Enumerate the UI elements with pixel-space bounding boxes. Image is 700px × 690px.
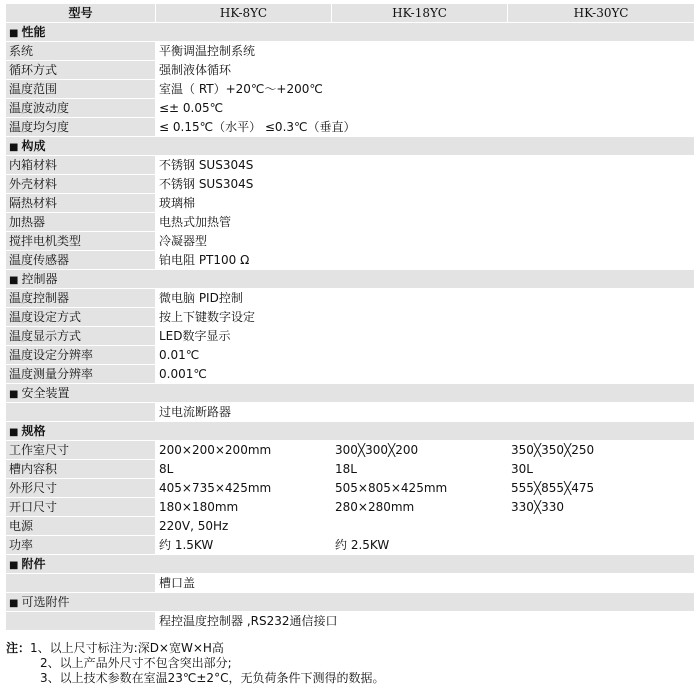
spec-label: 温度均匀度 [6, 118, 156, 136]
spec-row [6, 289, 694, 308]
spec-row [6, 156, 694, 175]
spec-value: 室温（ RT）+20℃～+200℃ [156, 80, 694, 98]
spec-label: 温度设定方式 [6, 308, 156, 326]
spec-label: 温度显示方式 [6, 327, 156, 345]
model-name-hk8yc: HK-8YC [156, 4, 332, 22]
spec-value-model-3: 30L [508, 460, 694, 478]
spec-label: 加热器 [6, 213, 156, 231]
spec-value: 0.01℃ [156, 346, 694, 364]
section-bullet-icon: ■ [9, 275, 19, 286]
section-header [6, 137, 694, 155]
spec-label: 温度波动度 [6, 99, 156, 117]
spec-value-model-3: 350╳350╳250 [508, 441, 694, 459]
spec-value-model-1: 405×735×425mm [156, 479, 332, 497]
section-header-row [6, 422, 694, 441]
spec-label: 循环方式 [6, 61, 156, 79]
spec-row [6, 213, 694, 232]
spec-label: 外形尺寸 [6, 479, 156, 497]
spec-value-model-1: 8L [156, 460, 332, 478]
spec-row [6, 460, 694, 479]
spec-value-model-3: 330╳330 [508, 498, 694, 516]
spec-value: 微电脑 PID控制 [156, 289, 694, 307]
spec-row [6, 232, 694, 251]
spec-row [6, 365, 694, 384]
section-header [6, 270, 694, 288]
footnote-2: 2、以上产品外尺寸不包含突出部分; [40, 656, 232, 670]
footnote-text: 1、以上尺寸标注为:深D×宽W×H高 [30, 641, 224, 655]
spec-row [6, 175, 694, 194]
model-name-hk30yc: HK-30YC [508, 4, 694, 22]
spec-label: 搅拌电机类型 [6, 232, 156, 250]
spec-row [6, 517, 694, 536]
spec-label: 内箱材料 [6, 156, 156, 174]
spec-value-model-3 [508, 536, 694, 554]
section-bullet-icon: ■ [9, 427, 19, 438]
section-title: 安全装置 [21, 386, 70, 400]
spec-row [6, 346, 694, 365]
spec-value-model-2: 300╳300╳200 [332, 441, 508, 459]
spec-row [6, 308, 694, 327]
section-title: 构成 [21, 139, 46, 153]
spec-row [6, 42, 694, 61]
section-header [6, 384, 694, 402]
section-title: 附件 [21, 557, 46, 571]
spec-row [6, 251, 694, 270]
section-title: 控制器 [21, 272, 58, 286]
spec-value-model-1: 约 1.5KW [156, 536, 332, 554]
spec-value: 220V, 50Hz [156, 517, 694, 535]
section-header [6, 23, 694, 41]
spec-value: 电热式加热管 [156, 213, 694, 231]
spec-label: 槽内容积 [6, 460, 156, 478]
spec-label: 外壳材料 [6, 175, 156, 193]
spec-value: 0.001℃ [156, 365, 694, 383]
footnote-1 [6, 641, 694, 656]
spec-value-model-2: 约 2.5KW [332, 536, 508, 554]
model-name-hk18yc: HK-18YC [332, 4, 508, 22]
spec-value: 不锈钢 SUS304S [156, 175, 694, 193]
section-header [6, 593, 694, 611]
spec-value: ≤ 0.15℃（水平） ≤0.3℃（垂直） [156, 118, 694, 136]
spec-row [6, 574, 694, 593]
section-title: 规格 [21, 424, 46, 438]
spec-value: 玻璃棉 [156, 194, 694, 212]
spec-value-model-1: 200×200×200mm [156, 441, 332, 459]
spec-row [6, 327, 694, 346]
spec-row [6, 612, 694, 631]
spec-label: 电源 [6, 517, 156, 535]
spec-row [6, 194, 694, 213]
spec-value: 按上下键数字设定 [156, 308, 694, 326]
section-bullet-icon: ■ [9, 142, 19, 153]
spec-value: 冷凝器型 [156, 232, 694, 250]
spec-label: 开口尺寸 [6, 498, 156, 516]
spec-label: 隔热材料 [6, 194, 156, 212]
spec-label: 工作室尺寸 [6, 441, 156, 459]
section-header-row [6, 23, 694, 42]
spec-value-model-2: 280×280mm [332, 498, 508, 516]
spec-row [6, 99, 694, 118]
spec-label: 系统 [6, 42, 156, 60]
section-header-row [6, 593, 694, 612]
spec-row [6, 498, 694, 517]
section-header [6, 422, 694, 440]
spec-value-model-2: 18L [332, 460, 508, 478]
spec-value: 过电流断路器 [156, 403, 694, 421]
spec-label: 温度控制器 [6, 289, 156, 307]
section-bullet-icon: ■ [9, 28, 19, 39]
spec-value: 强制液体循环 [156, 61, 694, 79]
spec-value-model-1: 180×180mm [156, 498, 332, 516]
spec-value: 平衡调温控制系统 [156, 42, 694, 60]
section-bullet-icon: ■ [9, 598, 19, 609]
spec-value: 程控温度控制器 ,RS232通信接口 [156, 612, 694, 630]
spec-label [6, 612, 156, 630]
spec-label [6, 403, 156, 421]
model-header-label: 型号 [6, 4, 156, 22]
table-header-row [6, 4, 694, 23]
spec-row [6, 61, 694, 80]
section-bullet-icon: ■ [9, 560, 19, 571]
spec-label: 温度范围 [6, 80, 156, 98]
footnote-3: 3、以上技术参数在室温23℃±2°C，无负荷条件下测得的数据。 [40, 671, 385, 685]
spec-value: ≤± 0.05℃ [156, 99, 694, 117]
spec-table [6, 4, 694, 631]
spec-sections [6, 23, 694, 631]
spec-row [6, 441, 694, 460]
section-title: 可选附件 [21, 595, 70, 609]
section-header [6, 555, 694, 573]
spec-label: 温度设定分辨率 [6, 346, 156, 364]
section-header-row [6, 555, 694, 574]
spec-value-model-3: 555╳855╳475 [508, 479, 694, 497]
section-title: 性能 [21, 25, 46, 39]
spec-label: 温度传感器 [6, 251, 156, 269]
section-bullet-icon: ■ [9, 389, 19, 400]
spec-row [6, 118, 694, 137]
footnote-lead: 注： [6, 641, 31, 655]
section-header-row [6, 384, 694, 403]
spec-row [6, 80, 694, 99]
spec-row [6, 536, 694, 555]
spec-value: LED数字显示 [156, 327, 694, 345]
footnotes [6, 641, 694, 686]
spec-row [6, 479, 694, 498]
spec-label: 功率 [6, 536, 156, 554]
spec-value: 铂电阻 PT100 Ω [156, 251, 694, 269]
spec-value: 槽口盖 [156, 574, 694, 592]
spec-label: 温度测量分辨率 [6, 365, 156, 383]
section-header-row [6, 270, 694, 289]
spec-value-model-2: 505×805×425mm [332, 479, 508, 497]
spec-row [6, 403, 694, 422]
spec-label [6, 574, 156, 592]
section-header-row [6, 137, 694, 156]
spec-value: 不锈钢 SUS304S [156, 156, 694, 174]
